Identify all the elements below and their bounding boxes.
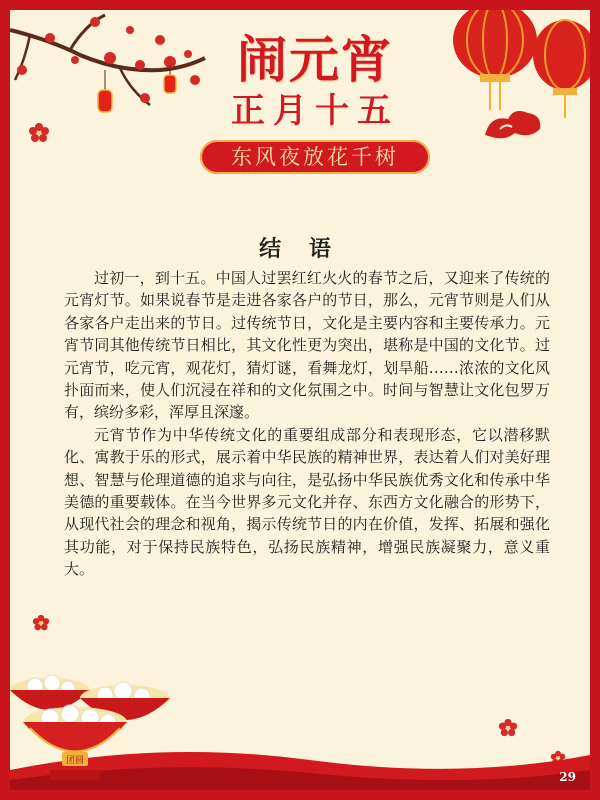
- plum-blossom-icon: [32, 614, 50, 632]
- body-text: [64, 267, 550, 581]
- tangyuan-bowls-illustration: [10, 670, 180, 790]
- plum-blossom-icon: [28, 122, 50, 144]
- header-title-block: [200, 30, 430, 174]
- bowl-label: 团圆: [65, 756, 85, 766]
- page-number: 29: [559, 770, 576, 784]
- slogan-banner: 东风夜放花千树: [200, 140, 430, 174]
- date-title: 正月十五: [231, 91, 399, 131]
- lanterns-decoration: [450, 10, 590, 120]
- section-title: 结 语: [259, 236, 341, 262]
- auspicious-cloud-icon: [480, 105, 550, 145]
- main-title: 闹元宵: [237, 30, 393, 89]
- paragraph-1: 过初一，到十五。中国人过罢红红火火的春节之后，又迎来了传统的元宵灯节。如果说春节是走进各家各户的节日，那么，元宵节则是人们从各家各户走出来的节日。过传统节日，文化是主要内容和主要传承力。元宵节同其他传统节日相比，其文化性更为突出，堪称是中国的文化节。过元宵节，吃元宵，观花灯，猜灯谜，看舞龙灯，划旱船……浓浓的文化风扑面而来，使人们沉浸在祥和的文化氛围之中。时间与智慧让文化包罗万有，缤纷多彩，浑厚且深邃。: [64, 269, 550, 422]
- page: [10, 10, 590, 790]
- plum-branch-decoration: [10, 10, 210, 140]
- paragraph-2: 元宵节作为中华传统文化的重要组成部分和表现形态，它以潜移默化、寓教于乐的形式，展示着中华民族的精神世界，表达着人们对美好理想、智慧与伦理道德的追求与向往，是弘扬中华民族优秀文化和传承中华美德的重要载体。在当今世界多元文化并存、东西方文化融合的形势下，从现代社会的理念和视角，揭示传统节日的内在价值，发挥、拓展和强化其功能，对于保持民族特色，弘扬民族精神，增强民族凝聚力，意义重大。: [64, 425, 550, 579]
